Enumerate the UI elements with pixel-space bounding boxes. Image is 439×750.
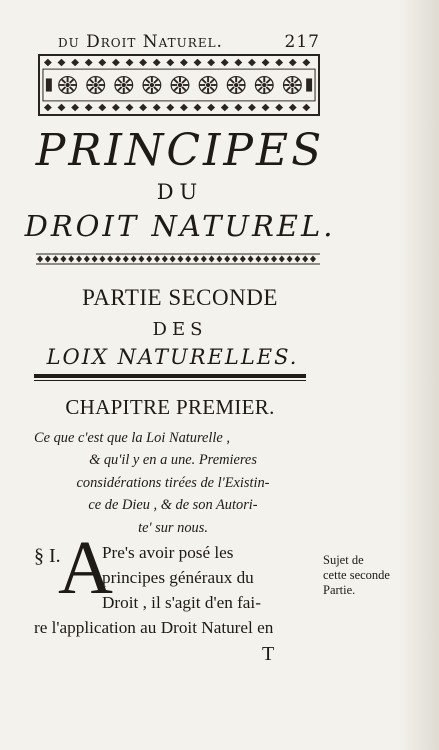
summary-line: Ce que c'est que la Loi Naturelle ,: [34, 430, 230, 446]
drop-cap: A: [58, 526, 113, 610]
paragraph-line: principes généraux du: [102, 568, 254, 587]
catchword: T: [262, 643, 275, 665]
summary-line: & qu'il y en a une. Premieres: [89, 452, 257, 469]
book-title-principes: PRINCIPES: [35, 125, 325, 176]
paragraph-line: Droit , il s'agit d'en fai-: [102, 593, 261, 612]
section-mark: § I.: [34, 545, 61, 567]
margin-note-line: cette seconde: [323, 568, 390, 582]
running-head-title: du Droit Naturel.: [58, 32, 223, 52]
headpiece-ornament-graphic: [40, 56, 318, 114]
margin-note-line: Sujet de: [323, 553, 364, 567]
paragraph-line: re l'application au Droit Naturel en: [34, 618, 274, 637]
part-title: PARTIE SECONDE: [82, 285, 278, 310]
headpiece-ornament: [38, 54, 320, 116]
summary-line: considérations tirées de l'Existin-: [76, 474, 270, 491]
margin-note: [323, 553, 403, 598]
paragraph-text: [34, 540, 302, 640]
running-head: [58, 32, 320, 52]
book-title-droit-naturel: DROIT NATUREL.: [24, 209, 336, 243]
chapter-title: CHAPITRE PREMIER.: [65, 395, 275, 419]
ornamental-rule-graphic: [36, 252, 320, 266]
ornamental-rule: [36, 252, 320, 266]
part-subtitle-des: DES: [152, 319, 208, 340]
margin-note-line: Partie.: [323, 583, 356, 597]
book-title-du: DU: [156, 180, 204, 204]
page-shadow: [399, 0, 439, 750]
paragraph-line: Pre's avoir posé les: [102, 543, 234, 562]
part-subtitle-loix: LOIX NATURELLES.: [46, 345, 299, 369]
chapter-summary: [34, 427, 312, 539]
section-rule: [34, 374, 306, 381]
summary-line: te' sur nous.: [138, 519, 208, 536]
page-number: 217: [284, 32, 320, 52]
summary-line: ce de Dieu , & de son Autori-: [88, 497, 258, 514]
